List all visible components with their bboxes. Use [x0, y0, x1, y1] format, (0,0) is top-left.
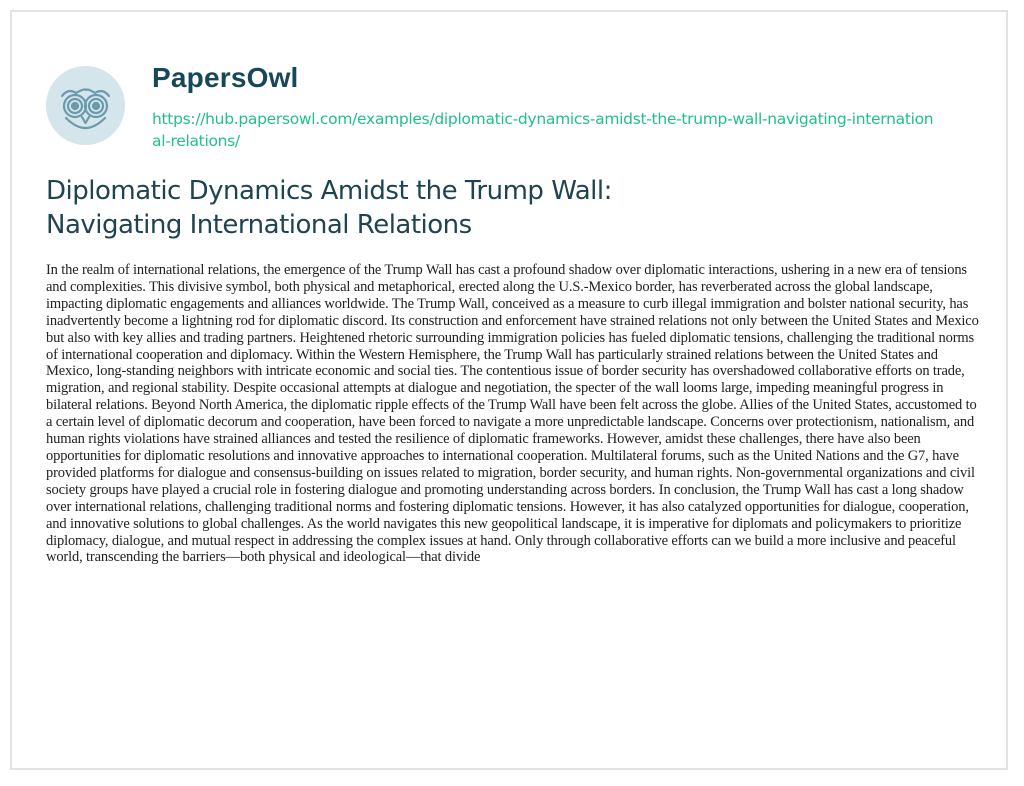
owl-logo-icon [46, 66, 125, 145]
document-title [46, 174, 946, 242]
brand-name[interactable]: PapersOwl [152, 62, 299, 93]
document-title-line-2: Navigating International Relations [46, 210, 472, 240]
essay-body-text: In the realm of international relations, the emergence of the Trump Wall has cast a profound shadow over diplomatic interactions, ushering in a new era of tensions and complexities. This divisive symbol, both physical and metaphorical, erected along the U.S.-Mexico border, has reverberated across the global landscape, impacting diplomatic engagements and alliances worldwide. The Trump Wall, conceived as a measure to curb illegal immigration and bolster national security, has inadvertently become a lightning rod for diplomatic discord. Its construction and enforcement have strained relations not only between the United States and Mexico but also with key allies and trading partners. Heightened rhetoric surrounding immigration policies has fueled diplomatic tensions, challenging the traditional norms of international cooperation and diplomacy. Within the Western Hemisphere, the Trump Wall has particularly strained relations between the United States and Mexico, long-standing neighbors with intricate economic and social ties. The contentious issue of border security has overshadowed collaborative efforts on trade, migration, and regional stability. Despite occasional attempts at dialogue and negotiation, the specter of the wall looms large, impeding meaningful progress in bilateral relations. Beyond North America, the diplomatic ripple effects of the Trump Wall have been felt across the globe. Allies of the United States, accustomed to a certain level of diplomatic decorum and cooperation, have been forced to navigate a more unpredictable landscape. Concerns over protectionism, nationalism, and human rights violations have strained alliances and tested the resilience of diplomatic frameworks. However, amidst these challenges, there have also been opportunities for diplomatic resolutions and innovative approaches to international cooperation. Multilateral forums, such as the United Nations and the G7, have provided platforms for dialogue and consensus-building on issues related to migration, border security, and human rights. Non-governmental organizations and civil society groups have played a crucial role in fostering dialogue and promoting understanding across borders. In conclusion, the Trump Wall has cast a long shadow over international relations, challenging traditional norms and fostering diplomatic tensions. However, it has also catalyzed opportunities for dialogue, cooperation, and innovative solutions to global challenges. As the world navigates this new geopolitical landscape, it is imperative for diplomats and policymakers to prioritize diplomacy, dialogue, and mutual respect in addressing the complex issues at hand. Only through collaborative efforts can we build a more inclusive and peaceful world, transcending the barriers—both physical and ideological—that divide [46, 262, 979, 566]
document-title-line-1: Diplomatic Dynamics Amidst the Trump Wall: [46, 176, 612, 206]
source-url-link[interactable]: https://hub.papersowl.com/examples/diplomatic-dynamics-amidst-the-trump-wall-navigating-international-relations/ [152, 110, 934, 150]
